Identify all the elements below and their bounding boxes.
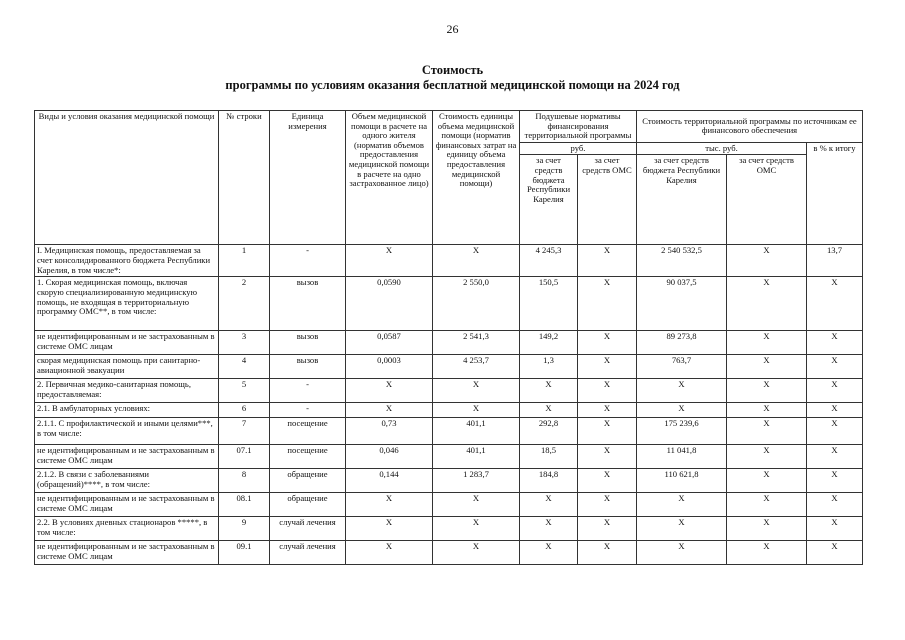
cell-pc-oms: X [578,331,637,355]
cell-unit: обращение [270,469,346,493]
table-row [35,355,863,379]
cell-pct: X [807,517,863,541]
cell-pc-budget: X [520,403,578,418]
cell-pc-oms: X [578,379,637,403]
cell-t-budget: X [637,517,727,541]
cell-no: 7 [219,418,270,445]
cell-t-budget: 175 239,6 [637,418,727,445]
cell-volume: X [346,541,433,565]
cell-pct: X [807,277,863,331]
cell-t-oms: X [727,403,807,418]
cell-volume: 0,0590 [346,277,433,331]
table-row [35,418,863,445]
cell-name: 2.1.1. С профилактической и иными целями***, в том числе: [35,418,219,445]
cell-pct: X [807,493,863,517]
header-kinds: Виды и условия оказания медицинской помощи [35,111,219,245]
table-row [35,445,863,469]
cell-pc-budget: 149,2 [520,331,578,355]
cell-t-budget: X [637,541,727,565]
cell-no: 1 [219,245,270,277]
table-row [35,469,863,493]
cell-name: I. Медицинская помощь, предоставляемая за счет консолидированного бюджета Республики Карелия, в том числе*: [35,245,219,277]
cell-volume: 0,73 [346,418,433,445]
cell-pct: X [807,445,863,469]
header-unit-cost: Стоимость единицы объема медицинской помощи (норматив финансовых затрат на единицу объема предоставления медицинской помощи) [433,111,520,245]
cell-cost: X [433,517,520,541]
cell-volume: 0,144 [346,469,433,493]
cell-unit: посещение [270,418,346,445]
cell-cost: 1 283,7 [433,469,520,493]
cell-volume: X [346,493,433,517]
cell-name: 2. Первичная медико-санитарная помощь, предоставляемая: [35,379,219,403]
cell-unit: случай лечения [270,517,346,541]
cell-pc-oms: X [578,403,637,418]
cell-cost: X [433,493,520,517]
table-row [35,493,863,517]
cell-unit: - [270,245,346,277]
table-body [35,245,863,565]
cell-pct: 13,7 [807,245,863,277]
cell-t-budget: 110 621,8 [637,469,727,493]
cell-name: 1. Скорая медицинская помощь, включая скорую специализированную медицинскую помощь, не входящая в территориальную программу ОМС**, в том числе: [35,277,219,331]
header-percent-total: в % к итогу [807,142,863,245]
cost-table [34,110,863,565]
table-row [35,245,863,277]
cell-pc-oms: X [578,469,637,493]
cell-unit: - [270,403,346,418]
cell-pct: X [807,379,863,403]
cell-name: не идентифицированным и не застрахованным в системе ОМС лицам [35,493,219,517]
cell-pc-oms: X [578,445,637,469]
header-volume: Объем медицинской помощи в расчете на одного жителя (норматив объемов предоставления медицинской помощи в расчете на одно застрахованное лицо) [346,111,433,245]
header-t-budget: за счет средств бюджета Республики Карелия [637,155,727,245]
cell-pc-budget: 292,8 [520,418,578,445]
cell-no: 5 [219,379,270,403]
cell-t-budget: X [637,493,727,517]
cell-pc-budget: 4 245,3 [520,245,578,277]
cell-no: 4 [219,355,270,379]
cell-no: 6 [219,403,270,418]
cell-t-oms: X [727,245,807,277]
cell-pct: X [807,403,863,418]
cell-unit: случай лечения [270,541,346,565]
cell-unit: вызов [270,355,346,379]
table-row [35,277,863,331]
cell-t-oms: X [727,469,807,493]
cell-t-oms: X [727,355,807,379]
cell-t-budget: 90 037,5 [637,277,727,331]
cell-pct: X [807,331,863,355]
cell-t-budget: 2 540 532,5 [637,245,727,277]
cell-volume: X [346,245,433,277]
header-pc-oms: за счет средств ОМС [578,155,637,245]
title-line-2: программы по условиям оказания бесплатной медицинской помощи на 2024 год [225,78,680,92]
cell-pc-oms: X [578,245,637,277]
table-row [35,403,863,418]
cell-cost: X [433,403,520,418]
cell-name: не идентифицированным и не застрахованным в системе ОМС лицам [35,445,219,469]
cell-pc-budget: X [520,493,578,517]
title-line-1: Стоимость [421,63,484,77]
table-row [35,517,863,541]
header-territorial-cost: Стоимость территориальной программы по источникам ее финансового обеспечения [637,111,863,143]
cell-pc-budget: X [520,517,578,541]
header-thousand-rub: тыс. руб. [637,142,807,155]
cell-unit: - [270,379,346,403]
cell-cost: 2 550,0 [433,277,520,331]
cell-name: не идентифицированным и не застрахованным в системе ОМС лицам [35,331,219,355]
cell-pc-budget: 150,5 [520,277,578,331]
cell-cost: X [433,541,520,565]
cell-pc-oms: X [578,418,637,445]
page-number: 26 [446,22,459,36]
cell-no: 09.1 [219,541,270,565]
cell-pc-oms: X [578,517,637,541]
cell-name: 2.2. В условиях дневных стационаров *****, в том числе: [35,517,219,541]
cell-pc-oms: X [578,277,637,331]
cell-volume: X [346,517,433,541]
cell-t-budget: X [637,379,727,403]
cell-name: не идентифицированным и не застрахованным в системе ОМС лицам [35,541,219,565]
cell-pct: X [807,355,863,379]
cell-unit: обращение [270,493,346,517]
cell-name: 2.1. В амбулаторных условиях: [35,403,219,418]
cell-unit: вызов [270,331,346,355]
cell-t-oms: X [727,493,807,517]
cell-volume: 0,0587 [346,331,433,355]
cell-unit: посещение [270,445,346,469]
table-row [35,541,863,565]
cell-unit: вызов [270,277,346,331]
cell-name: скорая медицинская помощь при санитарно-авиационной эвакуации [35,355,219,379]
header-rub: руб. [520,142,637,155]
header-row-no: № строки [219,111,270,245]
cell-cost: X [433,245,520,277]
header-per-capita: Подушевые нормативы финансирования территориальной программы [520,111,637,143]
cell-cost: 4 253,7 [433,355,520,379]
cell-pct: X [807,469,863,493]
cell-pct: X [807,541,863,565]
cell-t-oms: X [727,541,807,565]
cell-t-oms: X [727,277,807,331]
cell-pc-budget: 18,5 [520,445,578,469]
cell-no: 3 [219,331,270,355]
cell-t-oms: X [727,517,807,541]
cell-pc-budget: X [520,379,578,403]
cell-pc-oms: X [578,355,637,379]
cell-pc-oms: X [578,541,637,565]
cell-volume: 0,0003 [346,355,433,379]
cell-cost: 2 541,3 [433,331,520,355]
cell-no: 8 [219,469,270,493]
cell-t-budget: X [637,403,727,418]
cell-cost: 401,1 [433,445,520,469]
cell-name: 2.1.2. В связи с заболеваниями (обращений)****, в том числе: [35,469,219,493]
cell-volume: X [346,379,433,403]
header-t-oms: за счет средств ОМС [727,155,807,245]
cell-pc-budget: 1,3 [520,355,578,379]
cell-no: 2 [219,277,270,331]
cell-t-budget: 89 273,8 [637,331,727,355]
cell-volume: X [346,403,433,418]
cell-no: 9 [219,517,270,541]
document-title [0,63,905,93]
cell-cost: 401,1 [433,418,520,445]
table-header [35,111,863,245]
cell-pct: X [807,418,863,445]
cell-cost: X [433,379,520,403]
cell-t-oms: X [727,418,807,445]
cell-t-oms: X [727,331,807,355]
cell-t-budget: 11 041,8 [637,445,727,469]
header-unit: Единица измерения [270,111,346,245]
cell-pc-oms: X [578,493,637,517]
cell-no: 07.1 [219,445,270,469]
cell-t-oms: X [727,379,807,403]
cell-pc-budget: X [520,541,578,565]
cell-t-budget: 763,7 [637,355,727,379]
cell-pc-budget: 184,8 [520,469,578,493]
cell-t-oms: X [727,445,807,469]
cell-volume: 0,046 [346,445,433,469]
table-row [35,379,863,403]
table-row [35,331,863,355]
header-pc-budget: за счет средств бюджета Республики Карелия [520,155,578,245]
cell-no: 08.1 [219,493,270,517]
